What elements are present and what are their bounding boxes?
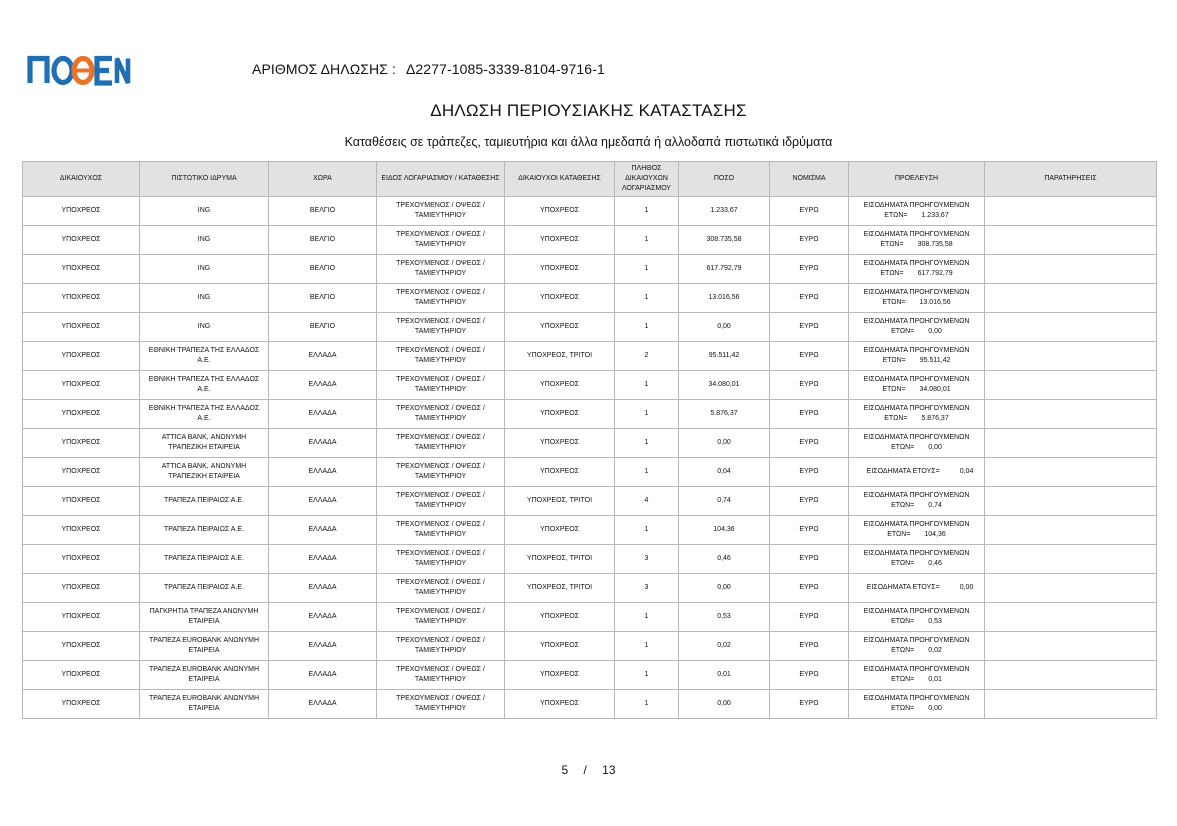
- source-line1: ΕΙΣΟΔΗΜΑΤΑ ΠΡΟΗΓΟΥΜΕΝΩΝ: [863, 289, 970, 296]
- cell-beneficiaries: ΥΠΟΧΡΕΟΣ: [505, 516, 615, 545]
- cell-type: ΤΡΕΧΟΥΜΕΝΟΣ / ΟΨΕΩΣ / ΤΑΜΙΕΥΤΗΡΙΟΥ: [377, 545, 505, 574]
- cell-country: ΕΛΛΑΔΑ: [269, 661, 377, 690]
- cell-notes: [985, 632, 1157, 661]
- col-header-country: ΧΩΡΑ: [269, 162, 377, 197]
- cell-amount: 0,00: [679, 313, 770, 342]
- cell-source: [849, 516, 985, 545]
- cell-notes: [985, 197, 1157, 226]
- cell-bank: ING: [140, 284, 269, 313]
- source-label: ΕΤΩΝ=: [887, 531, 911, 538]
- source-amount: 0,02: [928, 647, 942, 654]
- source-label: ΕΤΩΝ=: [891, 618, 915, 625]
- table-row: [23, 255, 1157, 284]
- cell-count: 1: [615, 313, 679, 342]
- source-line2: [852, 356, 981, 366]
- source-amount: 0,04: [959, 468, 974, 475]
- page-subtitle: Καταθέσεις σε τράπεζες, ταμιευτήρια και άλλα ημεδαπά ή αλλοδαπά πιστωτικά ιδρύματα: [344, 135, 833, 149]
- cell-source: [849, 545, 985, 574]
- cell-currency: ΕΥΡΩ: [770, 487, 849, 516]
- cell-holder: ΥΠΟΧΡΕΟΣ: [23, 313, 140, 342]
- source-line1: ΕΙΣΟΔΗΜΑΤΑ ΠΡΟΗΓΟΥΜΕΝΩΝ: [863, 347, 970, 354]
- table-row: [23, 690, 1157, 719]
- cell-country: ΕΛΛΑΔΑ: [269, 603, 377, 632]
- cell-amount: 95.511,42: [679, 342, 770, 371]
- cell-bank: ΤΡΑΠΕΖΑ ΠΕΙΡΑΙΩΣ Α.Ε.: [140, 574, 269, 603]
- cell-amount: 0,74: [679, 487, 770, 516]
- cell-holder: ΥΠΟΧΡΕΟΣ: [23, 284, 140, 313]
- cell-amount: 0,46: [679, 545, 770, 574]
- source-line1: ΕΙΣΟΔΗΜΑΤΑ ΠΡΟΗΓΟΥΜΕΝΩΝ: [863, 318, 970, 325]
- table-row: [23, 342, 1157, 371]
- cell-bank: ATTICA BANK, ΑΝΩΝΥΜΗ ΤΡΑΠΕΖΙΚΗ ΕΤΑΙΡΕΙΑ: [140, 458, 269, 487]
- cell-amount: 104,36: [679, 516, 770, 545]
- cell-type: ΤΡΕΧΟΥΜΕΝΟΣ / ΟΨΕΩΣ / ΤΑΜΙΕΥΤΗΡΙΟΥ: [377, 284, 505, 313]
- cell-source: [849, 487, 985, 516]
- cell-type: ΤΡΕΧΟΥΜΕΝΟΣ / ΟΨΕΩΣ / ΤΑΜΙΕΥΤΗΡΙΟΥ: [377, 429, 505, 458]
- cell-country: ΒΕΛΓΙΟ: [269, 197, 377, 226]
- cell-source: [849, 313, 985, 342]
- source-line2: [852, 443, 981, 453]
- cell-count: 1: [615, 371, 679, 400]
- cell-amount: 13.016,56: [679, 284, 770, 313]
- cell-bank: ING: [140, 226, 269, 255]
- cell-amount: 0,02: [679, 632, 770, 661]
- cell-currency: ΕΥΡΩ: [770, 661, 849, 690]
- source-label: ΕΤΩΝ=: [891, 560, 915, 567]
- cell-notes: [985, 487, 1157, 516]
- cell-currency: ΕΥΡΩ: [770, 603, 849, 632]
- cell-count: 2: [615, 342, 679, 371]
- source-label: ΕΤΩΝ=: [882, 357, 906, 364]
- source-line1: ΕΙΣΟΔΗΜΑΤΑ ΠΡΟΗΓΟΥΜΕΝΩΝ: [863, 202, 970, 209]
- source-line1: ΕΙΣΟΔΗΜΑΤΑ ΠΡΟΗΓΟΥΜΕΝΩΝ: [863, 405, 970, 412]
- cell-bank: ΤΡΑΠΕΖΑ ΠΕΙΡΑΙΩΣ Α.Ε.: [140, 545, 269, 574]
- source-line1: ΕΙΣΟΔΗΜΑΤΑ ΠΡΟΗΓΟΥΜΕΝΩΝ: [863, 492, 970, 499]
- col-header-amount: ΠΟΣΟ: [679, 162, 770, 197]
- cell-source: [849, 400, 985, 429]
- cell-country: ΒΕΛΓΙΟ: [269, 284, 377, 313]
- cell-bank: ΠΑΓΚΡΗΤΙΑ ΤΡΑΠΕΖΑ ΑΝΩΝΥΜΗ ΕΤΑΙΡΕΙΑ: [140, 603, 269, 632]
- cell-amount: 617.792,79: [679, 255, 770, 284]
- cell-source: [849, 632, 985, 661]
- cell-beneficiaries: ΥΠΟΧΡΕΟΣ: [505, 429, 615, 458]
- cell-notes: [985, 284, 1157, 313]
- table-header-row: [23, 162, 1157, 197]
- source-amount: 0,00: [928, 444, 942, 451]
- cell-type: ΤΡΕΧΟΥΜΕΝΟΣ / ΟΨΕΩΣ / ΤΑΜΙΕΥΤΗΡΙΟΥ: [377, 255, 505, 284]
- cell-holder: ΥΠΟΧΡΕΟΣ: [23, 342, 140, 371]
- cell-type: ΤΡΕΧΟΥΜΕΝΟΣ / ΟΨΕΩΣ / ΤΑΜΙΕΥΤΗΡΙΟΥ: [377, 516, 505, 545]
- cell-beneficiaries: ΥΠΟΧΡΕΟΣ: [505, 255, 615, 284]
- cell-count: 1: [615, 458, 679, 487]
- cell-source: [849, 574, 985, 603]
- cell-source: [849, 342, 985, 371]
- cell-beneficiaries: ΥΠΟΧΡΕΟΣ: [505, 661, 615, 690]
- table-row: [23, 458, 1157, 487]
- cell-beneficiaries: ΥΠΟΧΡΕΟΣ: [505, 226, 615, 255]
- table-row: [23, 429, 1157, 458]
- cell-notes: [985, 371, 1157, 400]
- cell-notes: [985, 516, 1157, 545]
- source-amount: 0,53: [928, 618, 942, 625]
- cell-type: ΤΡΕΧΟΥΜΕΝΟΣ / ΟΨΕΩΣ / ΤΑΜΙΕΥΤΗΡΙΟΥ: [377, 371, 505, 400]
- source-amount: 95.511,42: [919, 357, 951, 364]
- cell-type: ΤΡΕΧΟΥΜΕΝΟΣ / ΟΨΕΩΣ / ΤΑΜΙΕΥΤΗΡΙΟΥ: [377, 574, 505, 603]
- cell-amount: 0,00: [679, 429, 770, 458]
- cell-bank: ΕΘΝΙΚΗ ΤΡΑΠΕΖΑ ΤΗΣ ΕΛΛΑΔΟΣ Α.Ε.: [140, 371, 269, 400]
- table-row: [23, 197, 1157, 226]
- cell-source: [849, 255, 985, 284]
- cell-notes: [985, 313, 1157, 342]
- cell-notes: [985, 603, 1157, 632]
- source-amount: 5.876,37: [921, 415, 949, 422]
- cell-beneficiaries: ΥΠΟΧΡΕΟΣ: [505, 197, 615, 226]
- source-amount: 0,00: [928, 328, 942, 335]
- cell-holder: ΥΠΟΧΡΕΟΣ: [23, 255, 140, 284]
- col-header-notes: ΠΑΡΑΤΗΡΗΣΕΙΣ: [985, 162, 1157, 197]
- cell-country: ΕΛΛΑΔΑ: [269, 458, 377, 487]
- source-line2: [852, 240, 981, 250]
- table-row: [23, 545, 1157, 574]
- cell-bank: ΤΡΑΠΕΖΑ ΠΕΙΡΑΙΩΣ Α.Ε.: [140, 487, 269, 516]
- cell-currency: ΕΥΡΩ: [770, 400, 849, 429]
- source-amount: 13.016,56: [919, 299, 951, 306]
- cell-beneficiaries: ΥΠΟΧΡΕΟΣ, ΤΡΙΤΟΙ: [505, 545, 615, 574]
- cell-count: 1: [615, 690, 679, 719]
- cell-source: [849, 661, 985, 690]
- cell-holder: ΥΠΟΧΡΕΟΣ: [23, 661, 140, 690]
- source-amount: 104,36: [924, 531, 946, 538]
- source-line1: ΕΙΣΟΔΗΜΑΤΑ ΠΡΟΗΓΟΥΜΕΝΩΝ: [863, 550, 970, 557]
- cell-currency: ΕΥΡΩ: [770, 574, 849, 603]
- cell-bank: ING: [140, 197, 269, 226]
- source-label: ΕΤΩΝ=: [880, 270, 904, 277]
- cell-beneficiaries: ΥΠΟΧΡΕΟΣ, ΤΡΙΤΟΙ: [505, 574, 615, 603]
- cell-count: 1: [615, 197, 679, 226]
- cell-currency: ΕΥΡΩ: [770, 690, 849, 719]
- cell-notes: [985, 226, 1157, 255]
- cell-count: 1: [615, 516, 679, 545]
- cell-holder: ΥΠΟΧΡΕΟΣ: [23, 371, 140, 400]
- source-line2: [852, 559, 981, 569]
- table-row: [23, 574, 1157, 603]
- cell-type: ΤΡΕΧΟΥΜΕΝΟΣ / ΟΨΕΩΣ / ΤΑΜΙΕΥΤΗΡΙΟΥ: [377, 400, 505, 429]
- cell-count: 1: [615, 255, 679, 284]
- cell-currency: ΕΥΡΩ: [770, 255, 849, 284]
- cell-count: 4: [615, 487, 679, 516]
- cell-holder: ΥΠΟΧΡΕΟΣ: [23, 429, 140, 458]
- cell-amount: 0,00: [679, 574, 770, 603]
- cell-type: ΤΡΕΧΟΥΜΕΝΟΣ / ΟΨΕΩΣ / ΤΑΜΙΕΥΤΗΡΙΟΥ: [377, 226, 505, 255]
- cell-holder: ΥΠΟΧΡΕΟΣ: [23, 400, 140, 429]
- cell-amount: 0,01: [679, 661, 770, 690]
- cell-country: ΕΛΛΑΔΑ: [269, 342, 377, 371]
- deposits-table: [22, 161, 1157, 719]
- cell-holder: ΥΠΟΧΡΕΟΣ: [23, 603, 140, 632]
- cell-amount: 5.876,37: [679, 400, 770, 429]
- cell-holder: ΥΠΟΧΡΕΟΣ: [23, 545, 140, 574]
- table-row: [23, 400, 1157, 429]
- source-amount: 34.080,01: [919, 386, 951, 393]
- declaration-number-line: [252, 61, 605, 77]
- page-total: 13: [602, 763, 616, 777]
- cell-beneficiaries: ΥΠΟΧΡΕΟΣ: [505, 400, 615, 429]
- cell-currency: ΕΥΡΩ: [770, 313, 849, 342]
- pothen-logo: [27, 52, 131, 88]
- cell-country: ΕΛΛΑΔΑ: [269, 516, 377, 545]
- source-line2: [852, 501, 981, 511]
- cell-amount: 0,00: [679, 690, 770, 719]
- cell-count: 1: [615, 632, 679, 661]
- source-amount: 0,01: [928, 676, 942, 683]
- cell-beneficiaries: ΥΠΟΧΡΕΟΣ: [505, 313, 615, 342]
- source-label: ΕΤΩΝ=: [891, 502, 915, 509]
- source-amount: 0,00: [928, 705, 942, 712]
- source-amount: 0,46: [928, 560, 942, 567]
- cell-holder: ΥΠΟΧΡΕΟΣ: [23, 458, 140, 487]
- table-row: [23, 487, 1157, 516]
- source-label: ΕΤΩΝ=: [891, 705, 915, 712]
- table-row: [23, 632, 1157, 661]
- cell-count: 3: [615, 545, 679, 574]
- source-label: ΕΤΩΝ=: [891, 444, 915, 451]
- cell-notes: [985, 255, 1157, 284]
- col-header-beneficiaries: ΔΙΚΑΙΟΥΧΟΙ ΚΑΤΑΘΕΣΗΣ: [505, 162, 615, 197]
- source-line1: ΕΙΣΟΔΗΜΑΤΑ ΕΤΟΥΣ=: [866, 584, 940, 591]
- cell-beneficiaries: ΥΠΟΧΡΕΟΣ: [505, 632, 615, 661]
- cell-bank: ΕΘΝΙΚΗ ΤΡΑΠΕΖΑ ΤΗΣ ΕΛΛΑΔΟΣ Α.Ε.: [140, 400, 269, 429]
- cell-count: 1: [615, 284, 679, 313]
- table-row: [23, 226, 1157, 255]
- cell-country: ΕΛΛΑΔΑ: [269, 487, 377, 516]
- cell-notes: [985, 458, 1157, 487]
- source-label: ΕΤΩΝ=: [882, 386, 906, 393]
- source-line1: ΕΙΣΟΔΗΜΑΤΑ ΠΡΟΗΓΟΥΜΕΝΩΝ: [863, 231, 970, 238]
- cell-bank: ΤΡΑΠΕΖΑ EUROBANK ΑΝΩΝΥΜΗ ΕΤΑΙΡΕΙΑ: [140, 632, 269, 661]
- cell-amount: 0,04: [679, 458, 770, 487]
- table-row: [23, 371, 1157, 400]
- source-label: ΕΤΩΝ=: [891, 676, 915, 683]
- cell-source: [849, 226, 985, 255]
- cell-type: ΤΡΕΧΟΥΜΕΝΟΣ / ΟΨΕΩΣ / ΤΑΜΙΕΥΤΗΡΙΟΥ: [377, 342, 505, 371]
- col-header-source: ΠΡΟΕΛΕΥΣΗ: [849, 162, 985, 197]
- source-amount: 617.792,79: [917, 270, 953, 277]
- cell-holder: ΥΠΟΧΡΕΟΣ: [23, 487, 140, 516]
- cell-currency: ΕΥΡΩ: [770, 197, 849, 226]
- cell-currency: ΕΥΡΩ: [770, 516, 849, 545]
- cell-bank: ΤΡΑΠΕΖΑ EUROBANK ΑΝΩΝΥΜΗ ΕΤΑΙΡΕΙΑ: [140, 690, 269, 719]
- page-separator: /: [583, 763, 587, 777]
- source-amount: 0,00: [959, 584, 974, 591]
- cell-beneficiaries: ΥΠΟΧΡΕΟΣ: [505, 371, 615, 400]
- cell-holder: ΥΠΟΧΡΕΟΣ: [23, 690, 140, 719]
- col-header-type: ΕΙΔΟΣ ΛΟΓΑΡΙΑΣΜΟΥ / ΚΑΤΑΘΕΣΗΣ: [377, 162, 505, 197]
- cell-currency: ΕΥΡΩ: [770, 371, 849, 400]
- cell-amount: 308.735,58: [679, 226, 770, 255]
- cell-notes: [985, 690, 1157, 719]
- cell-holder: ΥΠΟΧΡΕΟΣ: [23, 574, 140, 603]
- cell-country: ΕΛΛΑΔΑ: [269, 429, 377, 458]
- cell-holder: ΥΠΟΧΡΕΟΣ: [23, 632, 140, 661]
- cell-type: ΤΡΕΧΟΥΜΕΝΟΣ / ΟΨΕΩΣ / ΤΑΜΙΕΥΤΗΡΙΟΥ: [377, 458, 505, 487]
- source-amount: 0,74: [928, 502, 942, 509]
- cell-country: ΕΛΛΑΔΑ: [269, 690, 377, 719]
- source-line1: ΕΙΣΟΔΗΜΑΤΑ ΠΡΟΗΓΟΥΜΕΝΩΝ: [863, 637, 970, 644]
- cell-type: ΤΡΕΧΟΥΜΕΝΟΣ / ΟΨΕΩΣ / ΤΑΜΙΕΥΤΗΡΙΟΥ: [377, 313, 505, 342]
- source-line2: [852, 414, 981, 424]
- cell-beneficiaries: ΥΠΟΧΡΕΟΣ: [505, 284, 615, 313]
- cell-beneficiaries: ΥΠΟΧΡΕΟΣ: [505, 690, 615, 719]
- cell-amount: 34.080,01: [679, 371, 770, 400]
- cell-beneficiaries: ΥΠΟΧΡΕΟΣ: [505, 603, 615, 632]
- cell-source: [849, 429, 985, 458]
- cell-bank: ATTICA BANK, ΑΝΩΝΥΜΗ ΤΡΑΠΕΖΙΚΗ ΕΤΑΙΡΕΙΑ: [140, 429, 269, 458]
- source-amount: 1.233,67: [921, 212, 949, 219]
- cell-bank: ING: [140, 313, 269, 342]
- source-amount: 308.735,58: [917, 241, 953, 248]
- cell-beneficiaries: ΥΠΟΧΡΕΟΣ: [505, 458, 615, 487]
- cell-country: ΕΛΛΑΔΑ: [269, 632, 377, 661]
- cell-source: [849, 603, 985, 632]
- table-row: [23, 603, 1157, 632]
- source-line2: [852, 211, 981, 221]
- cell-type: ΤΡΕΧΟΥΜΕΝΟΣ / ΟΨΕΩΣ / ΤΑΜΙΕΥΤΗΡΙΟΥ: [377, 690, 505, 719]
- cell-type: ΤΡΕΧΟΥΜΕΝΟΣ / ΟΨΕΩΣ / ΤΑΜΙΕΥΤΗΡΙΟΥ: [377, 632, 505, 661]
- cell-count: 1: [615, 400, 679, 429]
- cell-amount: 1.233,67: [679, 197, 770, 226]
- cell-currency: ΕΥΡΩ: [770, 284, 849, 313]
- table-row: [23, 661, 1157, 690]
- cell-notes: [985, 342, 1157, 371]
- cell-beneficiaries: ΥΠΟΧΡΕΟΣ, ΤΡΙΤΟΙ: [505, 487, 615, 516]
- cell-bank: ΤΡΑΠΕΖΑ EUROBANK ΑΝΩΝΥΜΗ ΕΤΑΙΡΕΙΑ: [140, 661, 269, 690]
- cell-type: ΤΡΕΧΟΥΜΕΝΟΣ / ΟΨΕΩΣ / ΤΑΜΙΕΥΤΗΡΙΟΥ: [377, 197, 505, 226]
- source-label: ΕΤΩΝ=: [880, 241, 904, 248]
- cell-source: [849, 284, 985, 313]
- col-header-currency: ΝΟΜΙΣΜΑ: [770, 162, 849, 197]
- source-label: ΕΤΩΝ=: [884, 415, 908, 422]
- source-line2: [852, 385, 981, 395]
- source-line2: [852, 675, 981, 685]
- page-current: 5: [561, 763, 569, 777]
- source-line1: ΕΙΣΟΔΗΜΑΤΑ ΠΡΟΗΓΟΥΜΕΝΩΝ: [863, 608, 970, 615]
- cell-notes: [985, 574, 1157, 603]
- source-line2: [852, 298, 981, 308]
- source-line1: ΕΙΣΟΔΗΜΑΤΑ ΠΡΟΗΓΟΥΜΕΝΩΝ: [863, 376, 970, 383]
- col-header-holder: ΔΙΚΑΙΟΥΧΟΣ: [23, 162, 140, 197]
- source-line1: ΕΙΣΟΔΗΜΑΤΑ ΠΡΟΗΓΟΥΜΕΝΩΝ: [863, 695, 970, 702]
- cell-country: ΒΕΛΓΙΟ: [269, 313, 377, 342]
- cell-currency: ΕΥΡΩ: [770, 458, 849, 487]
- cell-notes: [985, 429, 1157, 458]
- cell-notes: [985, 661, 1157, 690]
- cell-source: [849, 371, 985, 400]
- cell-country: ΒΕΛΓΙΟ: [269, 226, 377, 255]
- cell-notes: [985, 400, 1157, 429]
- source-label: ΕΤΩΝ=: [884, 212, 908, 219]
- cell-currency: ΕΥΡΩ: [770, 226, 849, 255]
- cell-bank: ΕΘΝΙΚΗ ΤΡΑΠΕΖΑ ΤΗΣ ΕΛΛΑΔΟΣ Α.Ε.: [140, 342, 269, 371]
- cell-type: ΤΡΕΧΟΥΜΕΝΟΣ / ΟΨΕΩΣ / ΤΑΜΙΕΥΤΗΡΙΟΥ: [377, 487, 505, 516]
- source-line1: ΕΙΣΟΔΗΜΑΤΑ ΕΤΟΥΣ=: [866, 468, 940, 475]
- cell-holder: ΥΠΟΧΡΕΟΣ: [23, 226, 140, 255]
- table-row: [23, 284, 1157, 313]
- cell-source: [849, 690, 985, 719]
- table-row: [23, 313, 1157, 342]
- cell-beneficiaries: ΥΠΟΧΡΕΟΣ, ΤΡΙΤΟΙ: [505, 342, 615, 371]
- cell-type: ΤΡΕΧΟΥΜΕΝΟΣ / ΟΨΕΩΣ / ΤΑΜΙΕΥΤΗΡΙΟΥ: [377, 661, 505, 690]
- page-title: ΔΗΛΩΣΗ ΠΕΡΙΟΥΣΙΑΚΗΣ ΚΑΤΑΣΤΑΣΗΣ: [430, 101, 747, 120]
- source-label: ΕΤΩΝ=: [891, 647, 915, 654]
- cell-notes: [985, 545, 1157, 574]
- cell-country: ΒΕΛΓΙΟ: [269, 255, 377, 284]
- cell-count: 1: [615, 429, 679, 458]
- cell-source: [849, 197, 985, 226]
- cell-bank: ΤΡΑΠΕΖΑ ΠΕΙΡΑΙΩΣ Α.Ε.: [140, 516, 269, 545]
- cell-currency: ΕΥΡΩ: [770, 632, 849, 661]
- cell-bank: ING: [140, 255, 269, 284]
- source-label: ΕΤΩΝ=: [891, 328, 915, 335]
- source-line2: [852, 646, 981, 656]
- cell-count: 1: [615, 226, 679, 255]
- cell-holder: ΥΠΟΧΡΕΟΣ: [23, 197, 140, 226]
- source-line1: ΕΙΣΟΔΗΜΑΤΑ ΠΡΟΗΓΟΥΜΕΝΩΝ: [863, 666, 970, 673]
- cell-currency: ΕΥΡΩ: [770, 429, 849, 458]
- source-line1: ΕΙΣΟΔΗΜΑΤΑ ΠΡΟΗΓΟΥΜΕΝΩΝ: [863, 521, 970, 528]
- source-label: ΕΤΩΝ=: [882, 299, 906, 306]
- cell-type: ΤΡΕΧΟΥΜΕΝΟΣ / ΟΨΕΩΣ / ΤΑΜΙΕΥΤΗΡΙΟΥ: [377, 603, 505, 632]
- cell-currency: ΕΥΡΩ: [770, 342, 849, 371]
- source-line1: ΕΙΣΟΔΗΜΑΤΑ ΠΡΟΗΓΟΥΜΕΝΩΝ: [863, 434, 970, 441]
- declaration-label: ΑΡΙΘΜΟΣ ΔΗΛΩΣΗΣ :: [252, 61, 396, 77]
- page-indicator: [0, 763, 1177, 777]
- col-header-bank: ΠΙΣΤΩΤΙΚΟ ΙΔΡΥΜΑ: [140, 162, 269, 197]
- source-line2: [852, 327, 981, 337]
- cell-country: ΕΛΛΑΔΑ: [269, 371, 377, 400]
- cell-count: 1: [615, 661, 679, 690]
- declaration-number: Δ2277-1085-3339-8104-9716-1: [405, 61, 605, 77]
- cell-country: ΕΛΛΑΔΑ: [269, 400, 377, 429]
- source-line1: ΕΙΣΟΔΗΜΑΤΑ ΠΡΟΗΓΟΥΜΕΝΩΝ: [863, 260, 970, 267]
- cell-country: ΕΛΛΑΔΑ: [269, 545, 377, 574]
- cell-amount: 0,53: [679, 603, 770, 632]
- cell-count: 3: [615, 574, 679, 603]
- cell-currency: ΕΥΡΩ: [770, 545, 849, 574]
- source-line2: [852, 269, 981, 279]
- table-row: [23, 516, 1157, 545]
- source-line2: [852, 704, 981, 714]
- source-line2: [852, 617, 981, 627]
- col-header-count: ΠΛΗΘΟΣ ΔΙΚΑΙΟΥΧΩΝ ΛΟΓΑΡΙΑΣΜΟΥ: [615, 162, 679, 197]
- source-line2: [852, 530, 981, 540]
- cell-holder: ΥΠΟΧΡΕΟΣ: [23, 516, 140, 545]
- cell-country: ΕΛΛΑΔΑ: [269, 574, 377, 603]
- cell-source: [849, 458, 985, 487]
- cell-count: 1: [615, 603, 679, 632]
